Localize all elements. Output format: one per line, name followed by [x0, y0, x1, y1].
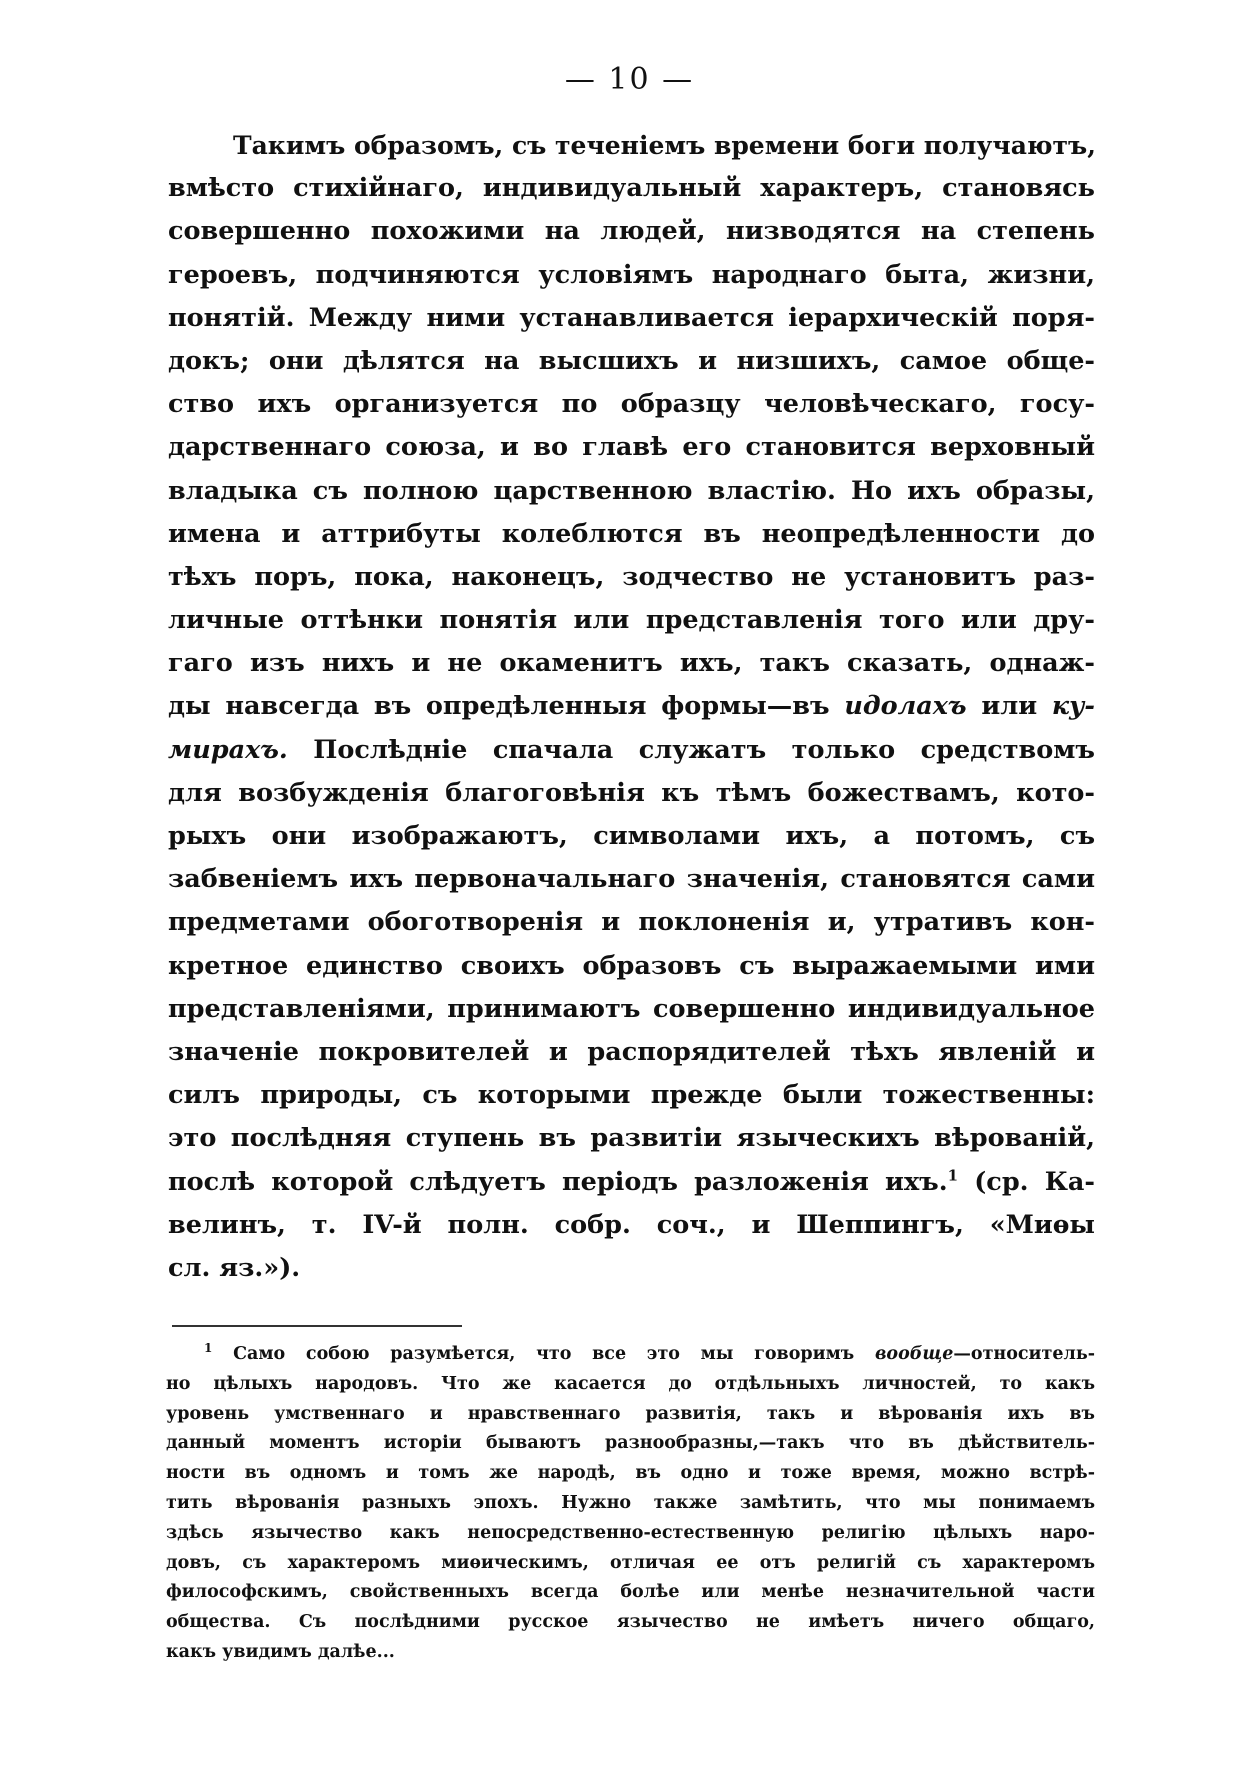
footnote-marker: 1 — [947, 1166, 959, 1184]
text-line: докъ; они дѣлятся на высшихъ и низшихъ, самое обще- — [168, 345, 1095, 376]
text-line: забвеніемъ ихъ первоначальнаго значенія, становятся сами — [168, 864, 1095, 895]
text-segment: ды навсегда въ опредѣленныя формы—въ — [168, 691, 830, 722]
text-line: представленіями, принимаютъ совершенно индивидуальное — [168, 993, 1095, 1024]
text-line: рыхъ они изображаютъ, символами ихъ, а потомъ, съ — [168, 821, 1095, 851]
footnote-line: ности въ одномъ и томъ же народѣ, въ одно и тоже время, можно встрѣ- — [166, 1463, 1095, 1484]
text-line: владыка съ полною царственною властію. Но ихъ образы, — [168, 475, 1095, 506]
text-line — [168, 729, 1095, 772]
footnote-segment: Само собою разумѣется, что все это мы говоримъ — [233, 1344, 855, 1364]
text-line: ство ихъ организуется по образцу человѣческаго, госу- — [168, 389, 1095, 420]
italic-term: ку- — [1051, 691, 1095, 722]
footnote — [166, 1340, 1095, 1668]
footnote-line: уровень умственнаго и нравственнаго развитія, такъ и вѣрованія ихъ въ — [166, 1403, 1095, 1424]
text-segment: послѣ которой слѣдуетъ періодъ разложенія ихъ. — [168, 1166, 948, 1197]
footnote-divider — [172, 1325, 462, 1327]
footnote-line: философскимъ, свойственныхъ всегда болѣе или менѣе незначительной части — [166, 1582, 1095, 1603]
italic-term: вообще — [874, 1344, 954, 1364]
footnote-line: здѣсь язычество какъ непосредственно-естественную религію цѣлыхъ наро- — [166, 1522, 1095, 1543]
text-line: это послѣдняя ступень въ развитіи языческихъ вѣрованій, — [168, 1123, 1095, 1154]
footnote-line: данный моментъ исторіи бываютъ разнообразны,—такъ что въ дѣйствитель- — [166, 1433, 1095, 1454]
text-line: совершенно похожими на людей, низводятся на степень — [168, 216, 1095, 247]
text-segment: (ср. Ка- — [974, 1166, 1096, 1197]
text-line: Такимъ образомъ, съ теченіемъ времени боги получаютъ, — [233, 131, 1096, 160]
text-line: для возбужденія благоговѣнія къ тѣмъ божествамъ, кото- — [168, 777, 1095, 808]
italic-term: мирахъ. — [168, 734, 288, 765]
footnote-line: но цѣлыхъ народовъ. Что же касается до отдѣльныхъ личностей, то какъ — [166, 1373, 1095, 1394]
text-line: имена и аттрибуты колеблются въ неопредѣленности до — [168, 518, 1095, 549]
text-segment: или — [981, 691, 1038, 722]
footnote-line: общества. Съ послѣдними русское язычество не имѣетъ ничего общаго, — [166, 1612, 1095, 1633]
footnote-line — [166, 1340, 1095, 1370]
text-line: значеніе покровителей и распорядителей тѣхъ явленій и — [168, 1036, 1095, 1067]
text-line: дарственнаго союза, и во главѣ его становится верховный — [168, 432, 1095, 463]
text-line: силъ природы, съ которыми прежде были тожественны: — [168, 1080, 1095, 1111]
text-line: предметами обоготворенія и поклоненія и, утративъ кон- — [168, 907, 1095, 938]
footnote-line: какъ увидимъ далѣе... — [166, 1641, 395, 1662]
text-line: кретное единство своихъ образовъ съ выражаемыми ими — [168, 950, 1095, 981]
text-line: велинъ, т. IV-й полн. собр. соч., и Шеппингъ, «Миѳы — [168, 1209, 1095, 1240]
italic-term: идолахъ — [844, 691, 967, 722]
text-line: героевъ, подчиняются условіямъ народнаго быта, жизни, — [168, 259, 1095, 290]
main-text — [168, 124, 1095, 1290]
text-line — [168, 1161, 1095, 1204]
text-line: вмѣсто стихійнаго, индивидуальный характеръ, становясь — [168, 173, 1095, 204]
text-line: личные оттѣнки понятія или представленія того или дру- — [168, 605, 1095, 636]
text-line: сл. яз.»). — [168, 1252, 301, 1283]
text-segment: Послѣдніе спачала служатъ только средствомъ — [313, 734, 1095, 765]
text-line: понятій. Между ними устанавливается іерархическій поря- — [168, 302, 1095, 333]
footnote-segment: —относитель- — [953, 1344, 1095, 1364]
text-line: тѣхъ поръ, пока, наконецъ, зодчество не установитъ раз- — [168, 561, 1095, 592]
footnote-number: 1 — [204, 1341, 213, 1356]
text-line: гаго изъ нихъ и не окаменитъ ихъ, такъ сказать, однаж- — [168, 648, 1095, 679]
page-number: — 10 — — [564, 62, 695, 97]
footnote-line: довъ, съ характеромъ миѳическимъ, отличая ее отъ религій съ характеромъ — [166, 1552, 1095, 1573]
footnote-line: тить вѣрованія разныхъ эпохъ. Нужно также замѣтить, что мы понимаемъ — [166, 1492, 1095, 1513]
text-line — [168, 685, 1095, 728]
